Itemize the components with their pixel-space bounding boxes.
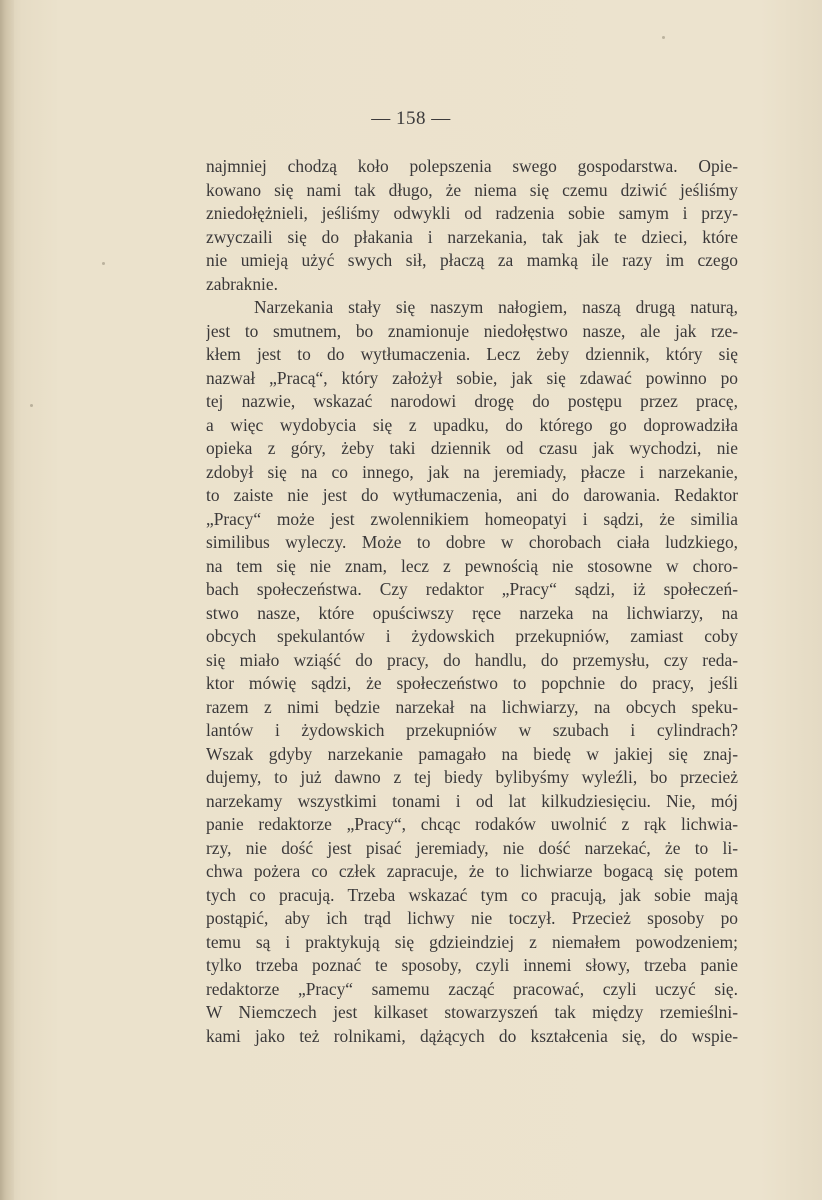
text-line: zniedołężnieli, jeśliśmy odwykli od radzenia sobie samym i przy- bbox=[206, 203, 738, 223]
text-line: to zaiste nie jest do wytłumaczenia, ani do darowania. Redaktor bbox=[206, 485, 738, 505]
text-line: obcych spekulantów i żydowskich przekupniów, zamiast coby bbox=[206, 626, 738, 646]
text-line: stwo nasze, które opuściwszy ręce narzeka na lichwiarzy, na bbox=[206, 602, 738, 623]
text-line: W Niemczech jest kilkaset stowarzyszeń tak między rzemieślni- bbox=[206, 1002, 738, 1022]
text-line: tych co pracują. Trzeba wskazać tym co pracują, jak sobie mają bbox=[206, 884, 738, 905]
text-line: redaktorze „Pracy“ samemu zacząć pracować, czyli uczyć się. bbox=[206, 978, 738, 999]
text-line: similibus wyleczy. Może to dobre w chorobach ciała ludzkiego, bbox=[206, 532, 738, 552]
text-line: Wszak gdyby narzekanie pamagało na biedę w jakiej się znaj- bbox=[206, 743, 738, 764]
text-line: bach społeczeństwa. Czy redaktor „Pracy“ sądzi, iż społeczeń- bbox=[206, 579, 738, 599]
paper-speck bbox=[102, 262, 105, 265]
text-line: dujemy, to już dawno z tej biedy bylibyśmy wyleźli, bo przecież bbox=[206, 767, 738, 787]
text-line: temu są i praktykują się gdzieindziej z niemałem powodzeniem; bbox=[206, 931, 738, 952]
text-line: tej nazwie, wskazać narodowi drogę do postępu przez pracę, bbox=[206, 391, 738, 411]
text-line: postąpić, aby ich trąd lichwy nie toczył. Przecież sposoby po bbox=[206, 908, 738, 928]
text-line: chwa pożera co człek zapracuje, że to lichwiarze bogacą się potem bbox=[206, 861, 738, 881]
book-binding-edge bbox=[0, 0, 14, 1200]
text-line: się miało wziąść do pracy, do handlu, do przemysłu, czy reda- bbox=[206, 649, 738, 670]
text-line: „Pracy“ może jest zwolennikiem homeopatyi i sądzi, że similia bbox=[206, 508, 738, 529]
text-line: kami jako też rolnikami, dążących do kształcenia się, do wspie- bbox=[206, 1025, 738, 1046]
text-line: kowano się nami tak długo, że niema się czemu dziwić jeśliśmy bbox=[206, 179, 738, 200]
text-line: nazwał „Pracą“, który założył sobie, jak się zdawać powinno po bbox=[206, 367, 738, 388]
text-line: narzekamy wszystkimi tonami i od lat kilkudziesięciu. Nie, mój bbox=[206, 790, 738, 811]
text-line: najmniej chodzą koło polepszenia swego gospodarstwa. Opie- bbox=[206, 156, 738, 176]
paper-speck bbox=[30, 404, 33, 407]
body-text bbox=[206, 155, 738, 1048]
text-line: tylko trzeba poznać te sposoby, czyli innemi słowy, trzeba panie bbox=[206, 955, 738, 975]
paper-speck bbox=[662, 36, 665, 39]
text-line: a więc wydobycia się z upadku, do którego go doprowadziła bbox=[206, 414, 738, 435]
text-line: jest to smutnem, bo znamionuje niedołęstwo nasze, ale jak rze- bbox=[206, 320, 738, 341]
text-line: Narzekania stały się naszym nałogiem, naszą drugą naturą, bbox=[254, 297, 738, 317]
text-line: ktor mówię sądzi, że społeczeństwo to popchnie do pracy, jeśli bbox=[206, 673, 738, 693]
text-line: zdobył się na co innego, jak na jeremiady, płacze i narzekanie, bbox=[206, 461, 738, 482]
text-line: kłem jest to do wytłumaczenia. Lecz żeby dziennik, który się bbox=[206, 344, 738, 364]
text-line: zabraknie. bbox=[206, 273, 278, 294]
text-line: zwyczaili się do płakania i narzekania, tak jak te dzieci, które bbox=[206, 226, 738, 247]
text-line: na tem się nie znam, lecz z pewnością nie stosowne w choro- bbox=[206, 555, 738, 576]
text-line: razem z nimi będzie narzekał na lichwiarzy, na obcych speku- bbox=[206, 696, 738, 717]
text-line: nie umieją użyć swych sił, płaczą za mamką ile razy im czego bbox=[206, 250, 738, 270]
text-line: opieka z góry, żeby taki dziennik od czasu jak wychodzi, nie bbox=[206, 438, 738, 458]
text-line: lantów i żydowskich przekupniów w szubach i cylindrach? bbox=[206, 720, 738, 740]
text-line: panie redaktorze „Pracy“, chcąc rodaków uwolnić z rąk lichwia- bbox=[206, 814, 738, 834]
text-line: rzy, nie dość jest pisać jeremiady, nie dość narzekać, że to li- bbox=[206, 837, 738, 858]
page-number: — 158 — bbox=[371, 108, 451, 129]
